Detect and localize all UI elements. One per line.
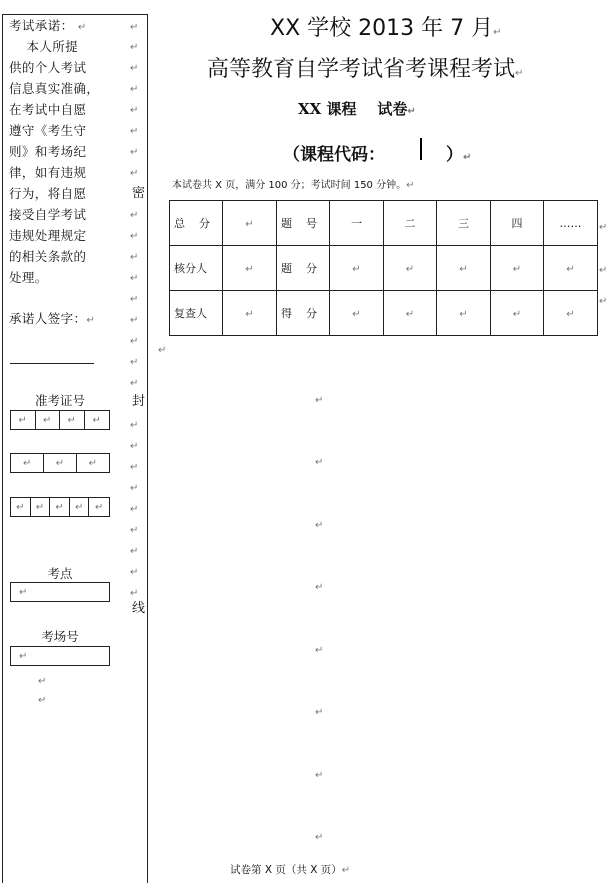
paragraph-mark: ↵ <box>130 336 139 347</box>
course-code-line: （课程代码： <box>283 145 385 165</box>
table-cell[interactable]: ↵ <box>491 291 544 336</box>
paragraph-mark: ↵ <box>315 395 324 406</box>
table-cell[interactable]: ↵ <box>223 246 277 291</box>
table-cell[interactable]: ↵ <box>223 291 277 336</box>
paragraph-mark: ↵ <box>130 147 139 158</box>
paragraph-mark: ↵ <box>130 525 139 536</box>
exam-id-box[interactable]: ↵ <box>95 501 104 513</box>
exam-note: 本试卷共 X 页，满分 100 分；考试时间 150 分钟。↵ <box>172 180 415 191</box>
page-footer: 试卷第 X 页（共 X 页）↵ <box>230 864 351 876</box>
exam-id-box[interactable]: ↵ <box>11 498 31 516</box>
exam-id-box[interactable]: ↵ <box>50 498 70 516</box>
exam-room-box[interactable] <box>10 646 110 666</box>
paragraph-mark: ↵ <box>130 105 139 116</box>
exam-id-box[interactable]: ↵ <box>92 414 101 426</box>
pledge-line: 的相关条款的 <box>9 249 87 264</box>
paragraph-mark: ↵ <box>599 265 608 276</box>
paragraph-mark: ↵ <box>130 273 139 284</box>
paragraph-mark: ↵ <box>130 42 139 53</box>
table-cell[interactable]: ↵ <box>437 291 491 336</box>
table-cell[interactable]: ↵ <box>384 246 437 291</box>
paragraph-mark: ↵ <box>130 378 139 389</box>
exam-id-label: 准考证号 <box>34 393 85 408</box>
exam-id-box[interactable]: ↵ <box>11 454 44 472</box>
text-cursor <box>420 138 422 160</box>
table-cell: 核分人 <box>170 246 223 291</box>
table-cell: …… <box>544 201 598 246</box>
paragraph-mark: ↵ <box>130 294 139 305</box>
pledge-line: 违规处理规定 <box>9 228 87 243</box>
paragraph-mark: ↵ <box>599 296 608 307</box>
exam-site-label: 考点 <box>47 566 73 581</box>
table-cell[interactable]: ↵ <box>437 246 491 291</box>
seal-char-xian: 线 <box>132 601 146 616</box>
exam-id-box[interactable]: ↵ <box>60 411 85 429</box>
seal-char-feng: 封 <box>132 394 146 409</box>
signature-label: 承诺人签字：↵ <box>9 311 96 326</box>
paragraph-mark: ↵ <box>130 84 139 95</box>
pledge-title: 考试承诺： ↵ <box>9 18 87 33</box>
paragraph-mark: ↵ <box>599 222 608 233</box>
exam-id-boxes-row2[interactable] <box>10 453 110 473</box>
exam-id-box[interactable]: ↵ <box>70 498 90 516</box>
pledge-line: 遵守《考生守 <box>9 123 87 138</box>
exam-site-input[interactable]: ↵ <box>19 586 28 598</box>
paragraph-mark: ↵ <box>130 588 139 599</box>
pledge-line: 在考试中自愿 <box>9 102 87 117</box>
paragraph-mark: ↵ <box>130 420 139 431</box>
table-cell: 题 分 <box>277 246 330 291</box>
table-cell: 复查人 <box>170 291 223 336</box>
table-cell: 二 <box>384 201 437 246</box>
paragraph-mark: ↵ <box>38 676 47 687</box>
paragraph-mark: ↵ <box>315 770 324 781</box>
paragraph-mark: ↵ <box>130 126 139 137</box>
exam-room-label: 考场号 <box>41 629 79 644</box>
table-cell: 题 号 <box>277 201 330 246</box>
exam-title-line1: XX 学校 2013 年 7 月↵ <box>270 16 502 41</box>
exam-id-box[interactable]: ↵ <box>36 411 61 429</box>
exam-site-box[interactable] <box>10 582 110 602</box>
score-table <box>169 200 598 336</box>
pledge-line: 律，如有违规 <box>9 165 87 180</box>
table-cell[interactable]: ↵ <box>544 246 598 291</box>
paragraph-mark: ↵ <box>130 462 139 473</box>
paragraph-mark: ↵ <box>130 63 139 74</box>
paragraph-mark: ↵ <box>315 582 324 593</box>
table-cell[interactable]: ↵ <box>384 291 437 336</box>
table-cell: 总 分 <box>170 201 223 246</box>
paragraph-mark: ↵ <box>38 695 47 706</box>
paragraph-mark: ↵ <box>130 315 139 326</box>
paragraph-mark: ↵ <box>130 504 139 515</box>
exam-title-line2: 高等教育自学考试省考课程考试↵ <box>207 57 524 82</box>
signature-line[interactable] <box>10 363 94 364</box>
exam-id-boxes-row1[interactable] <box>10 410 110 430</box>
table-row <box>170 201 598 246</box>
exam-id-box[interactable]: ↵ <box>88 457 98 469</box>
pledge-line: 信息真实准确， <box>9 81 100 96</box>
seal-char-mi: 密 <box>132 186 146 201</box>
table-cell[interactable]: ↵ <box>223 201 277 246</box>
table-cell[interactable]: ↵ <box>330 291 384 336</box>
exam-room-input[interactable]: ↵ <box>19 650 28 662</box>
paragraph-mark: ↵ <box>130 168 139 179</box>
pledge-line: 供的个人考试 <box>9 60 87 75</box>
paragraph-mark: ↵ <box>130 483 139 494</box>
pledge-line: 本人所提 <box>9 39 79 54</box>
paragraph-mark: ↵ <box>315 707 324 718</box>
paragraph-mark: ↵ <box>130 210 139 221</box>
table-cell: 三 <box>437 201 491 246</box>
pledge-line: 接受自学考试 <box>9 207 87 222</box>
table-cell: 一 <box>330 201 384 246</box>
pledge-line: 行为，将自愿 <box>9 186 87 201</box>
paragraph-mark: ↵ <box>315 457 324 468</box>
exam-id-box[interactable]: ↵ <box>44 454 76 472</box>
paragraph-mark: ↵ <box>130 441 139 452</box>
paragraph-mark: ↵ <box>315 645 324 656</box>
exam-id-boxes-row3[interactable] <box>10 497 110 517</box>
table-cell[interactable]: ↵ <box>544 291 598 336</box>
paragraph-mark: ↵ <box>130 252 139 263</box>
table-row <box>170 291 598 336</box>
paragraph-mark: ↵ <box>315 520 324 531</box>
table-cell: 四 <box>491 201 544 246</box>
paragraph-mark: ↵ <box>130 546 139 557</box>
table-cell[interactable]: ↵ <box>330 246 384 291</box>
table-cell[interactable]: ↵ <box>491 246 544 291</box>
table-cell: 得 分 <box>277 291 330 336</box>
paragraph-mark: ↵ <box>130 231 139 242</box>
course-paper-title: XX 课程 试卷↵ <box>298 100 416 118</box>
paragraph-mark: ↵ <box>130 567 139 578</box>
paragraph-mark: ↵ <box>315 832 324 843</box>
paragraph-mark: ↵ <box>158 345 167 356</box>
exam-id-box[interactable]: ↵ <box>11 411 36 429</box>
exam-id-box[interactable]: ↵ <box>31 498 51 516</box>
course-code-close: ）↵ <box>446 145 472 165</box>
pledge-line: 则》和考场纪 <box>9 144 87 159</box>
pledge-line: 处理。 <box>9 270 48 285</box>
table-row <box>170 246 598 291</box>
paragraph-mark: ↵ <box>130 357 139 368</box>
paragraph-mark: ↵ <box>130 22 139 33</box>
